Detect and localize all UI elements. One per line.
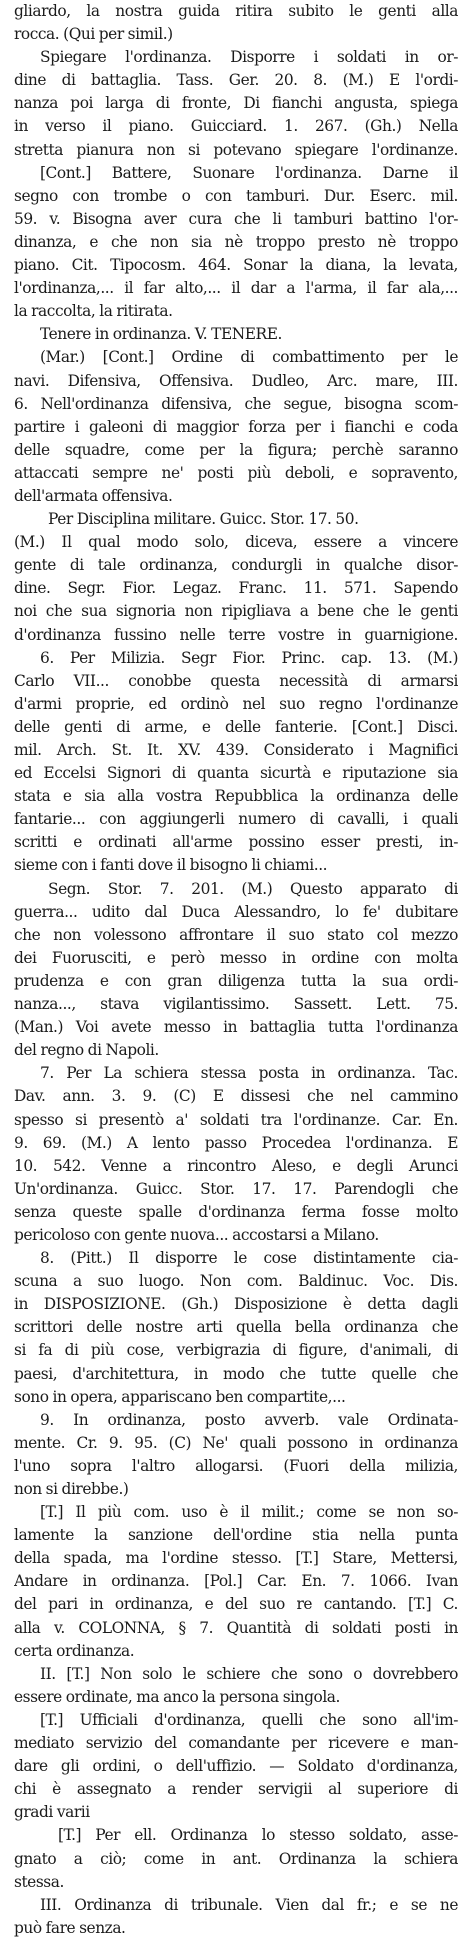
text-line: (M.) Il qual modo solo, diceva, essere a vincere: [14, 533, 458, 552]
text-line: d'armi proprie, ed ordinò nel suo regno l'ordinanze: [14, 694, 458, 713]
text-line: certa ordinanza.: [14, 1641, 135, 1660]
text-line: partire i galeoni di maggior forza per i fianchi e coda: [14, 417, 458, 436]
text-line: della spada, ma l'ordine stesso. [T.] Stare, Mettersi,: [14, 1549, 458, 1568]
text-line: dine di battaglia. Tass. Ger. 20. 8. (M.) E l'ordi-: [14, 71, 458, 90]
text-line: fantarie... con aggiungerli numero di cavalli, i quali: [14, 810, 458, 829]
text-line: dinanza, e che non sia nè troppo presto nè troppo: [14, 232, 458, 251]
entry-heading-line: 6. Per Milizia. Segr Fior. Princ. cap. 13. (M.): [40, 648, 458, 667]
text-line: stata e sia alla vostra Repubblica la ordinanza delle: [14, 787, 458, 806]
text-line: dell'armata offensiva.: [14, 486, 173, 505]
text-line: essere ordinate, ma anco la persona singola.: [14, 1687, 340, 1706]
text-line: navi. Difensiva, Offensiva. Dudleo, Arc. mare, III.: [14, 371, 458, 390]
text-line: chi è assegnato a render servigii al superiore di: [14, 1780, 458, 1799]
text-line: mediato servizio del comandante per ricevere e man-: [14, 1734, 458, 1753]
text-line: l'ordinanza,... il far alto,... il dar a l'arma, il far ala,...: [14, 279, 458, 298]
text-line: nanza..., stava vigilantissimo. Sassett. Lett. 75.: [14, 995, 458, 1014]
text-line: ed Eccelsi Signori di quanta sicurtà e riputazione sia: [14, 764, 458, 783]
text-line: prudenza e con gran diligenza tutta la sua ordi-: [14, 971, 458, 990]
entry-heading-line: 9. In ordinanza, posto avverb. vale Ordinata-: [40, 1410, 458, 1429]
text-line: gnato a ciò; come in ant. Ordinanza la schiera: [14, 1849, 458, 1868]
text-line: gliardo, la nostra guida ritira subito le genti alla: [14, 2, 458, 20]
text-line: attaccati sempre ne' posti più deboli, e sopravento,: [14, 463, 458, 482]
text-line: l'uno sopra l'altro allogarsi. (Fuori della milizia,: [14, 1456, 458, 1475]
entry-heading-line: III. Ordinanza di tribunale. Vien dal fr.; e se ne: [40, 1895, 458, 1914]
text-line: (Man.) Voi avete messo in battaglia tutta l'ordinanza: [14, 1018, 458, 1037]
text-line: 59. v. Bisogna aver cura che li tamburi battino l'or-: [14, 209, 458, 228]
text-line: del regno di Napoli.: [14, 1041, 159, 1060]
text-line: gente di tale ordinanza, condurgli in qualche disor-: [14, 556, 458, 575]
text-line: rocca. (Qui per simil.): [14, 25, 173, 44]
entry-heading-line: 8. (Pitt.) Il disporre le cose distintamente cia-: [40, 1249, 458, 1268]
text-line: 9. 69. (M.) A lento passo Procedea l'ordinanza. E: [14, 1133, 458, 1152]
text-line: dine. Segr. Fior. Legaz. Franc. 11. 571. Sapendo: [14, 579, 458, 598]
text-line: che non volessono affrontare il suo stato col mezzo: [14, 925, 458, 944]
text-line: segno con trombe o con tamburi. Dur. Eserc. mil.: [14, 186, 458, 205]
text-line: scuna a suo luogo. Non com. Baldinuc. Voc. Dis.: [14, 1272, 458, 1291]
text-line: in verso il piano. Guicciard. 1. 267. (Gh.) Nella: [14, 117, 458, 136]
entry-heading-line: Segn. Stor. 7. 201. (M.) Questo apparato di: [48, 879, 458, 898]
text-line: può fare senza.: [14, 1918, 126, 1937]
text-line: alla v. COLONNA, § 7. Quantità di soldati posti in: [14, 1618, 458, 1637]
text-line: 6. Nell'ordinanza difensiva, che segue, bisogna scom-: [14, 394, 458, 413]
text-line: dare gli ordini, o dell'uffizio. — Soldato d'ordinanza,: [14, 1757, 458, 1776]
text-line: del pari in ordinanza, e del suo re cantando. [T.] C.: [14, 1595, 458, 1614]
text-line: sieme con i fanti dove il bisogno li chiami...: [14, 856, 328, 875]
entry-heading-line: 7. Per La schiera stessa posta in ordinanza. Tac.: [40, 1064, 458, 1083]
entry-heading-line: [Cont.] Battere, Suonare l'ordinanza. Darne il: [40, 163, 458, 182]
text-line: noi che sua signoria non ripigliava a bene che le genti: [14, 602, 458, 621]
text-line: d'ordinanza fussino nelle terre vostre in guarnigione.: [14, 625, 458, 644]
text-line: in DISPOSIZIONE. (Gh.) Disposizione è detta dagli: [14, 1295, 458, 1314]
text-line: pericoloso con gente nuova... accostarsi a Milano.: [14, 1225, 379, 1244]
text-line: non si direbbe.): [14, 1480, 129, 1498]
text-line: si fa di più cose, verbigrazia di figure, d'animali, di: [14, 1341, 458, 1360]
text-line: dei Fuorusciti, e però messo in ordine con molta: [14, 948, 458, 967]
entry-heading-line: Tenere in ordinanza. V. TENERE.: [40, 325, 282, 344]
entry-heading-line: (Mar.) [Cont.] Ordine di combattimento per le: [40, 348, 458, 367]
text-line: sono in opera, appariscano ben compartite,...: [14, 1387, 346, 1406]
text-line: gradi varii: [14, 1803, 90, 1822]
text-line: paesi, d'architettura, in modo che tutte quelle che: [14, 1364, 458, 1383]
entry-heading-line: Per Disciplina militare. Guicc. Stor. 17. 50.: [48, 510, 359, 529]
entry-heading-line: [T.] Ufficiali d'ordinanza, quelli che sono all'im-: [40, 1710, 458, 1729]
text-line: scrittori delle nostre arti quella bella ordinanza che: [14, 1318, 458, 1337]
text-line: mil. Arch. St. It. XV. 439. Considerato i Magnifici: [14, 741, 458, 759]
entry-heading-line: [T.] Per ell. Ordinanza lo stesso soldato, asse-: [58, 1826, 458, 1845]
text-line: piano. Cit. Tipocosm. 464. Sonar la diana, la levata,: [14, 256, 458, 275]
text-line: delle genti di arme, e delle fanterie. [Cont.] Disci.: [14, 717, 458, 736]
text-line: Dav. ann. 3. 9. (C) E dissesi che nel cammino: [14, 1087, 458, 1106]
text-line: 10. 542. Venne a rincontro Aleso, e degli Arunci: [14, 1156, 458, 1175]
text-line: lamente la sanzione dell'ordine stia nella punta: [14, 1526, 458, 1545]
text-line: spesso si presentò a' soldati tra l'ordinanze. Car. En.: [14, 1110, 458, 1129]
text-line: delle squadre, come per la figura; perchè saranno: [14, 440, 458, 459]
text-line: mente. Cr. 9. 95. (C) Ne' quali possono in ordinanza: [14, 1433, 458, 1452]
entry-heading-line: Spiegare l'ordinanza. Disporre i soldati in or-: [40, 48, 458, 67]
entry-heading-line: [T.] Il più com. uso è il milit.; come se non so-: [40, 1503, 458, 1522]
text-line: Andare in ordinanza. [Pol.] Car. En. 7. 1066. Ivan: [14, 1572, 458, 1591]
text-line: scritti e ordinati all'arme possino esser presti, in-: [14, 833, 458, 852]
entry-heading-line: II. [T.] Non solo le schiere che sono o dovrebbero: [40, 1664, 458, 1683]
text-line: nanza poi larga di fronte, Di fianchi angusta, spiega: [14, 94, 458, 113]
text-line: stretta pianura non si potevano spiegare l'ordinanze.: [14, 140, 458, 159]
text-line: la raccolta, la ritirata.: [14, 302, 173, 321]
text-line: Un'ordinanza. Guicc. Stor. 17. 17. Parendogli che: [14, 1179, 458, 1198]
text-line: stessa.: [14, 1872, 64, 1891]
text-line: guerra... udito dal Duca Alessandro, lo fe' dubitare: [14, 902, 458, 921]
text-line: senza queste spalle d'ordinanza ferma fosse molto: [14, 1202, 458, 1221]
text-line: Carlo VII... conobbe questa necessità di armarsi: [14, 671, 458, 690]
